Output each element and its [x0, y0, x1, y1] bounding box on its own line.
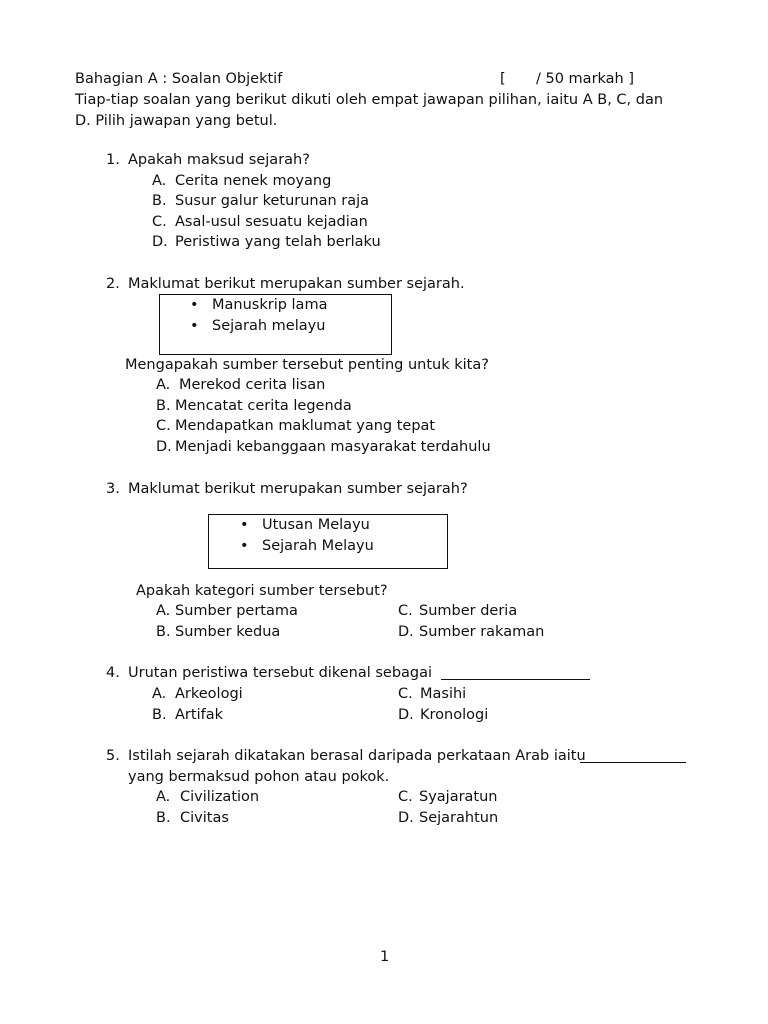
option-b: Mencatat cerita legenda: [175, 398, 352, 414]
box-item: [190, 295, 327, 315]
option-b: Sumber kedua: [175, 624, 281, 640]
option-c: Sumber deria: [419, 603, 518, 619]
sub-question: Apakah kategori sumber tersebut?: [136, 583, 388, 599]
question-text: Maklumat berikut merupakan sumber sejarah?: [128, 481, 468, 497]
option-letter: A.: [152, 173, 167, 189]
option-c: Masihi: [420, 686, 467, 702]
option-letter: A.: [152, 686, 167, 702]
option-letter: D.: [156, 439, 172, 455]
option-letter: C.: [398, 603, 413, 619]
box-item-text: Manuskrip lama: [212, 297, 328, 313]
box-item-text: Utusan Melayu: [262, 517, 370, 533]
option-d: Sejarahtun: [419, 810, 499, 826]
instruction-line-1: Tiap-tiap soalan yang berikut dikuti oleh empat jawapan pilihan, iaitu A B, C, dan: [75, 92, 664, 108]
option-letter: D.: [398, 707, 414, 723]
option-a: Arkeologi: [175, 686, 243, 702]
option-a: Sumber pertama: [175, 603, 298, 619]
question-number: 3.: [106, 481, 120, 497]
option-b: Susur galur keturunan raja: [175, 193, 370, 209]
bullet-icon: •: [190, 318, 199, 334]
section-title: Bahagian A : Soalan Objektif: [75, 71, 283, 87]
box-item: [240, 536, 374, 556]
marks-label: / 50 markah ]: [536, 71, 635, 87]
question-number: 5.: [106, 748, 120, 764]
option-letter: A.: [156, 377, 171, 393]
option-c: Syajaratun: [419, 789, 498, 805]
option-letter: C.: [398, 686, 413, 702]
option-letter: A.: [156, 603, 171, 619]
instruction-line-2: D. Pilih jawapan yang betul.: [75, 113, 278, 129]
question-text-continued: yang bermaksud pohon atau pokok.: [128, 769, 390, 785]
option-letter: D.: [152, 234, 168, 250]
box-item-text: Sejarah Melayu: [262, 538, 374, 554]
option-letter: C.: [152, 214, 167, 230]
option-letter: B.: [156, 810, 171, 826]
bullet-icon: •: [190, 297, 199, 313]
option-b: Civitas: [180, 810, 229, 826]
question-text: Istilah sejarah dikatakan berasal daripada perkataan Arab iaitu: [128, 748, 586, 764]
option-letter: A.: [156, 789, 171, 805]
option-d: Sumber rakaman: [419, 624, 545, 640]
option-d: Peristiwa yang telah berlaku: [175, 234, 381, 250]
box-item-text: Sejarah melayu: [212, 318, 326, 334]
answer-blank: [580, 762, 686, 763]
answer-blank: [441, 679, 590, 680]
box-item: [240, 515, 370, 535]
option-letter: B.: [156, 398, 171, 414]
option-d: Kronologi: [420, 707, 489, 723]
option-b: Artifak: [175, 707, 223, 723]
option-c: Asal-usul sesuatu kejadian: [175, 214, 368, 230]
question-text: Maklumat berikut merupakan sumber sejarah.: [128, 276, 465, 292]
option-letter: D.: [398, 624, 414, 640]
bullet-icon: •: [240, 517, 249, 533]
question-text: Urutan peristiwa tersebut dikenal sebagai: [128, 665, 433, 681]
bullet-icon: •: [240, 538, 249, 554]
option-letter: D.: [398, 810, 414, 826]
option-letter: C.: [156, 418, 171, 434]
question-number: 2.: [106, 276, 120, 292]
option-a: Cerita nenek moyang: [175, 173, 332, 189]
box-item: [190, 316, 325, 336]
option-a: Merekod cerita lisan: [179, 377, 326, 393]
option-letter: C.: [398, 789, 413, 805]
option-a: Civilization: [180, 789, 260, 805]
question-text: Apakah maksud sejarah?: [128, 152, 310, 168]
question-number: 1.: [106, 152, 120, 168]
sub-question: Mengapakah sumber tersebut penting untuk kita?: [125, 357, 489, 373]
page-number: 1: [380, 949, 390, 965]
option-letter: B.: [152, 193, 167, 209]
option-c: Mendapatkan maklumat yang tepat: [175, 418, 436, 434]
option-d: Menjadi kebanggaan masyarakat terdahulu: [175, 439, 491, 455]
option-letter: B.: [152, 707, 167, 723]
question-number: 4.: [106, 665, 120, 681]
marks-bracket-open: [: [500, 71, 506, 87]
option-letter: B.: [156, 624, 171, 640]
